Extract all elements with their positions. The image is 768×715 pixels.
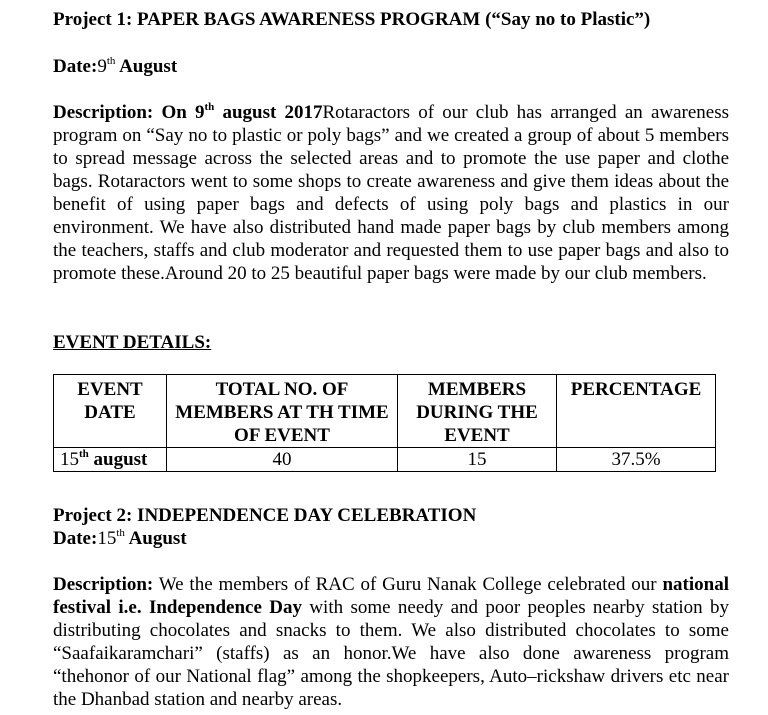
cell-event-date: 15th august (54, 448, 167, 472)
header-total-members: TOTAL NO. OF MEMBERS AT TH TIME OF EVENT (167, 375, 398, 448)
header-percentage: PERCENTAGE (557, 375, 716, 448)
header-members-during: MEMBERS DURING THE EVENT (398, 375, 557, 448)
event-details-table (53, 374, 716, 472)
project1-date: Date:9th August (53, 55, 178, 77)
project2-description: Description: We the members of RAC of Guru Nanak College celebrated our national festival i.e. Independence Day with some needy and poor peoples nearby station by distributing chocolates and snacks to them. We also distributed chocolates to some “Saafaikaramchari” (staffs) as an honor.We have also done awareness program “thehonor of our National flag” among the shopkeepers, Auto–rickshaw drivers etc near the Dhanbad station and nearby areas. (53, 574, 729, 710)
event-details-heading: EVENT DETAILS: (53, 332, 212, 353)
project1-title: Project 1: PAPER BAGS AWARENESS PROGRAM (“Say no to Plastic”) (53, 9, 651, 30)
table-row (54, 448, 716, 472)
header-event-date: EVENT DATE (54, 375, 167, 448)
table-header-row (54, 375, 716, 448)
cell-total: 40 (167, 448, 398, 472)
project2-title: Project 2: INDEPENDENCE DAY CELEBRATION (53, 505, 477, 526)
project1-description: Description: On 9th august 2017Rotaractors of our club has arranged an awareness program on “Say no to plastic or poly bags” and we created a group of about 5 members to spread message across the selected areas and to promote the use paper and clothe bags. Rotaractors went to some shops to create awareness and give them ideas about the benefit of using paper bags and defects of using poly bags and plastics in our environment. We have also distributed hand made paper bags by club members among the teachers, staffs and club moderator and requested them to use paper bags and also to promote these.Around 20 to 25 beautiful paper bags were made by our club members. (53, 101, 730, 284)
cell-during: 15 (398, 448, 557, 472)
project2-date: Date:15th August (53, 527, 187, 549)
cell-percentage: 37.5% (557, 448, 716, 472)
